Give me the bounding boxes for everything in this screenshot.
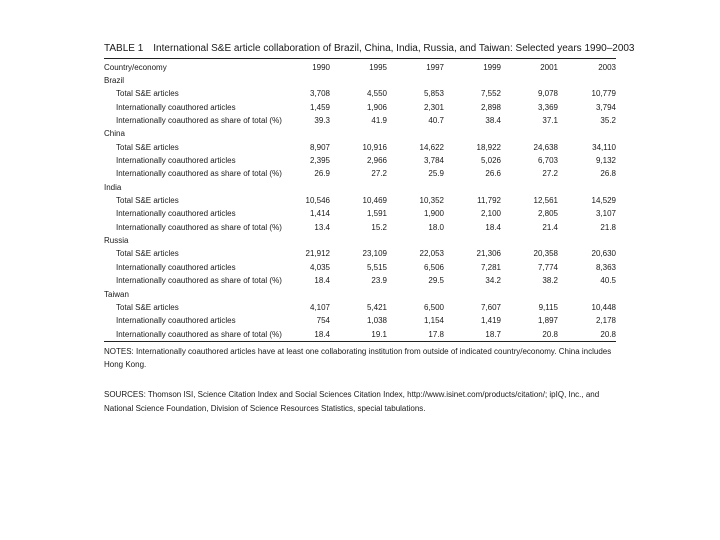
table-cell: 2,100 xyxy=(480,209,501,219)
bottom-rule xyxy=(104,341,616,342)
table-cell: 18.0 xyxy=(428,222,444,232)
table-cell: 4,550 xyxy=(366,89,387,99)
table-cell: 3,794 xyxy=(595,102,616,112)
table-cell: 7,281 xyxy=(480,262,501,272)
table-cell: 23,109 xyxy=(362,249,387,259)
row-label: Total S&E articles xyxy=(116,302,179,312)
table-cell: 8,907 xyxy=(309,142,330,152)
table-cell: 23.9 xyxy=(371,276,387,286)
table-cell: 3,107 xyxy=(595,209,616,219)
table-cell: 754 xyxy=(316,316,330,326)
table-cell: 10,546 xyxy=(305,196,330,206)
header-year: 1990 xyxy=(312,63,330,72)
table-cell: 20,358 xyxy=(533,249,558,259)
country-row xyxy=(104,234,616,247)
country-name: Brazil xyxy=(104,76,125,85)
row-label: Internationally coauthored as share of total (%) xyxy=(116,169,282,179)
table-cell: 2,301 xyxy=(423,102,444,112)
table-cell: 40.7 xyxy=(428,116,444,126)
row-label: Internationally coauthored articles xyxy=(116,102,236,112)
table-cell: 18.4 xyxy=(485,222,501,232)
table-cell: 7,552 xyxy=(480,89,501,99)
table-cell: 8,363 xyxy=(595,262,616,272)
row-label: Internationally coauthored articles xyxy=(116,209,236,219)
table-cell: 18.4 xyxy=(314,329,330,339)
table-cell: 2,395 xyxy=(309,156,330,166)
table-cell: 18.7 xyxy=(485,329,501,339)
table-cell: 14,622 xyxy=(419,142,444,152)
table-cell: 20.8 xyxy=(600,329,616,339)
table-row xyxy=(104,261,616,274)
table-cell: 29.5 xyxy=(428,276,444,286)
row-label: Total S&E articles xyxy=(116,249,179,259)
header-country: Country/economy xyxy=(104,63,167,72)
table-row xyxy=(104,221,616,234)
table-cell: 25.9 xyxy=(428,169,444,179)
header-row xyxy=(104,59,616,74)
country-row xyxy=(104,288,616,301)
table-cell: 4,035 xyxy=(309,262,330,272)
table-row xyxy=(104,101,616,114)
table-cell: 10,352 xyxy=(419,196,444,206)
table-cell: 10,448 xyxy=(591,302,616,312)
table-sources: SOURCES: Thomson ISI, Science Citation Index and Social Sciences Citation Index, http://www.isinet.com/products/citation/; ipIQ, Inc., and National Science Foundation, Division of Science Resources Statistics, special tabulations. xyxy=(104,389,600,413)
row-label: Internationally coauthored as share of total (%) xyxy=(116,116,282,126)
table-cell: 14,529 xyxy=(591,196,616,206)
table-cell: 12,561 xyxy=(533,196,558,206)
table-row xyxy=(104,207,616,220)
table-cell: 7,607 xyxy=(480,302,501,312)
header-year: 1997 xyxy=(426,63,444,72)
table-cell: 41.9 xyxy=(371,116,387,126)
table-cell: 9,115 xyxy=(538,302,558,312)
table-cell: 6,500 xyxy=(423,302,444,312)
table-cell: 1,591 xyxy=(366,209,387,219)
table-row xyxy=(104,274,616,287)
table-cell: 2,805 xyxy=(537,209,558,219)
table-cell: 10,469 xyxy=(362,196,387,206)
table-cell: 13.4 xyxy=(314,222,330,232)
country-name: India xyxy=(104,182,122,192)
table-cell: 9,078 xyxy=(537,89,558,99)
table-cell: 34,110 xyxy=(592,142,616,152)
table-cell: 38.4 xyxy=(485,116,501,126)
table-cell: 6,703 xyxy=(537,156,558,166)
country-name: Taiwan xyxy=(104,289,129,299)
table-cell: 15.2 xyxy=(371,222,387,232)
table-cell: 6,506 xyxy=(423,262,444,272)
row-label: Internationally coauthored articles xyxy=(116,316,236,326)
table-cell: 39.3 xyxy=(314,116,330,126)
row-label: Total S&E articles xyxy=(116,89,179,99)
table-cell: 21.4 xyxy=(542,222,558,232)
table-cell: 17.8 xyxy=(428,329,444,339)
table-cell: 24,638 xyxy=(533,142,558,152)
table-row xyxy=(104,154,616,167)
table-cell: 5,853 xyxy=(423,89,444,99)
table-cell: 1,154 xyxy=(423,316,444,326)
table-cell: 2,966 xyxy=(366,156,387,166)
row-label: Internationally coauthored as share of total (%) xyxy=(116,329,282,339)
table-cell: 27.2 xyxy=(371,169,387,179)
table-title xyxy=(104,42,635,55)
table-cell: 5,421 xyxy=(366,302,387,312)
row-label: Total S&E articles xyxy=(116,196,179,206)
table-row xyxy=(104,114,616,127)
document-page xyxy=(104,42,635,416)
table-cell: 10,916 xyxy=(362,142,387,152)
table-cell: 26.8 xyxy=(600,169,616,179)
row-label: Internationally coauthored articles xyxy=(116,262,236,272)
table-caption: International S&E article collaboration of Brazil, China, India, Russia, and Taiwan: Selected years 1990–2003 xyxy=(153,43,635,54)
row-label: Internationally coauthored as share of total (%) xyxy=(116,222,282,232)
table-number: TABLE 1 xyxy=(104,43,144,54)
table-row xyxy=(104,247,616,260)
header-year: 1995 xyxy=(369,63,387,72)
table-row xyxy=(104,314,616,327)
table-cell: 20.8 xyxy=(542,329,558,339)
table-cell: 21,912 xyxy=(305,249,330,259)
table-cell: 1,897 xyxy=(537,316,558,326)
table-cell: 37.1 xyxy=(542,116,558,126)
row-label: Internationally coauthored as share of total (%) xyxy=(116,276,282,286)
row-label: Total S&E articles xyxy=(116,142,179,152)
header-year: 2001 xyxy=(540,63,558,72)
table-cell: 3,784 xyxy=(423,156,444,166)
country-name: Russia xyxy=(104,236,129,246)
table-row xyxy=(104,141,616,154)
header-year: 1999 xyxy=(483,63,501,72)
table-cell: 21.8 xyxy=(600,222,616,232)
country-name: China xyxy=(104,129,125,139)
table-cell: 10,779 xyxy=(591,89,616,99)
table-cell: 9,132 xyxy=(595,156,616,166)
table-cell: 26.6 xyxy=(485,169,501,179)
table-cell: 40.5 xyxy=(600,276,616,286)
country-row xyxy=(104,127,616,140)
table-cell: 1,419 xyxy=(480,316,501,326)
table-cell: 22,053 xyxy=(419,249,444,259)
table-cell: 1,459 xyxy=(309,102,330,112)
table-cell: 34.2 xyxy=(485,276,501,286)
table-cell: 1,414 xyxy=(309,209,330,219)
table-cell: 5,515 xyxy=(366,262,387,272)
table-cell: 3,708 xyxy=(309,89,330,99)
table-cell: 20,630 xyxy=(591,249,616,259)
data-table xyxy=(104,59,616,341)
table-notes: NOTES: Internationally coauthored articles have at least one collaborating institution from outside of indicated country/economy. China includes Hong Kong. xyxy=(104,346,612,369)
table-row xyxy=(104,167,616,180)
table-cell: 11,792 xyxy=(477,196,501,206)
row-label: Internationally coauthored articles xyxy=(116,156,236,166)
table-cell: 18,922 xyxy=(476,142,501,152)
table-cell: 18.4 xyxy=(314,276,330,286)
table-cell: 1,906 xyxy=(366,102,387,112)
country-row xyxy=(104,181,616,194)
country-row xyxy=(104,74,616,87)
table-row xyxy=(104,301,616,314)
table-row xyxy=(104,194,616,207)
table-cell: 3,369 xyxy=(537,102,558,112)
header-year: 2003 xyxy=(598,63,616,72)
table-cell: 35.2 xyxy=(600,116,616,126)
table-cell: 7,774 xyxy=(537,262,558,272)
table-cell: 19.1 xyxy=(371,329,387,339)
table-cell: 2,898 xyxy=(480,102,501,112)
table-cell: 1,038 xyxy=(366,316,387,326)
table-cell: 26.9 xyxy=(314,169,330,179)
table-cell: 5,026 xyxy=(480,156,501,166)
table-cell: 38.2 xyxy=(542,276,558,286)
table-cell: 1,900 xyxy=(423,209,444,219)
table-cell: 21,306 xyxy=(476,249,501,259)
table-cell: 2,178 xyxy=(595,316,616,326)
table-cell: 4,107 xyxy=(309,302,330,312)
table-row xyxy=(104,328,616,341)
table-cell: 27.2 xyxy=(542,169,558,179)
table-row xyxy=(104,87,616,100)
